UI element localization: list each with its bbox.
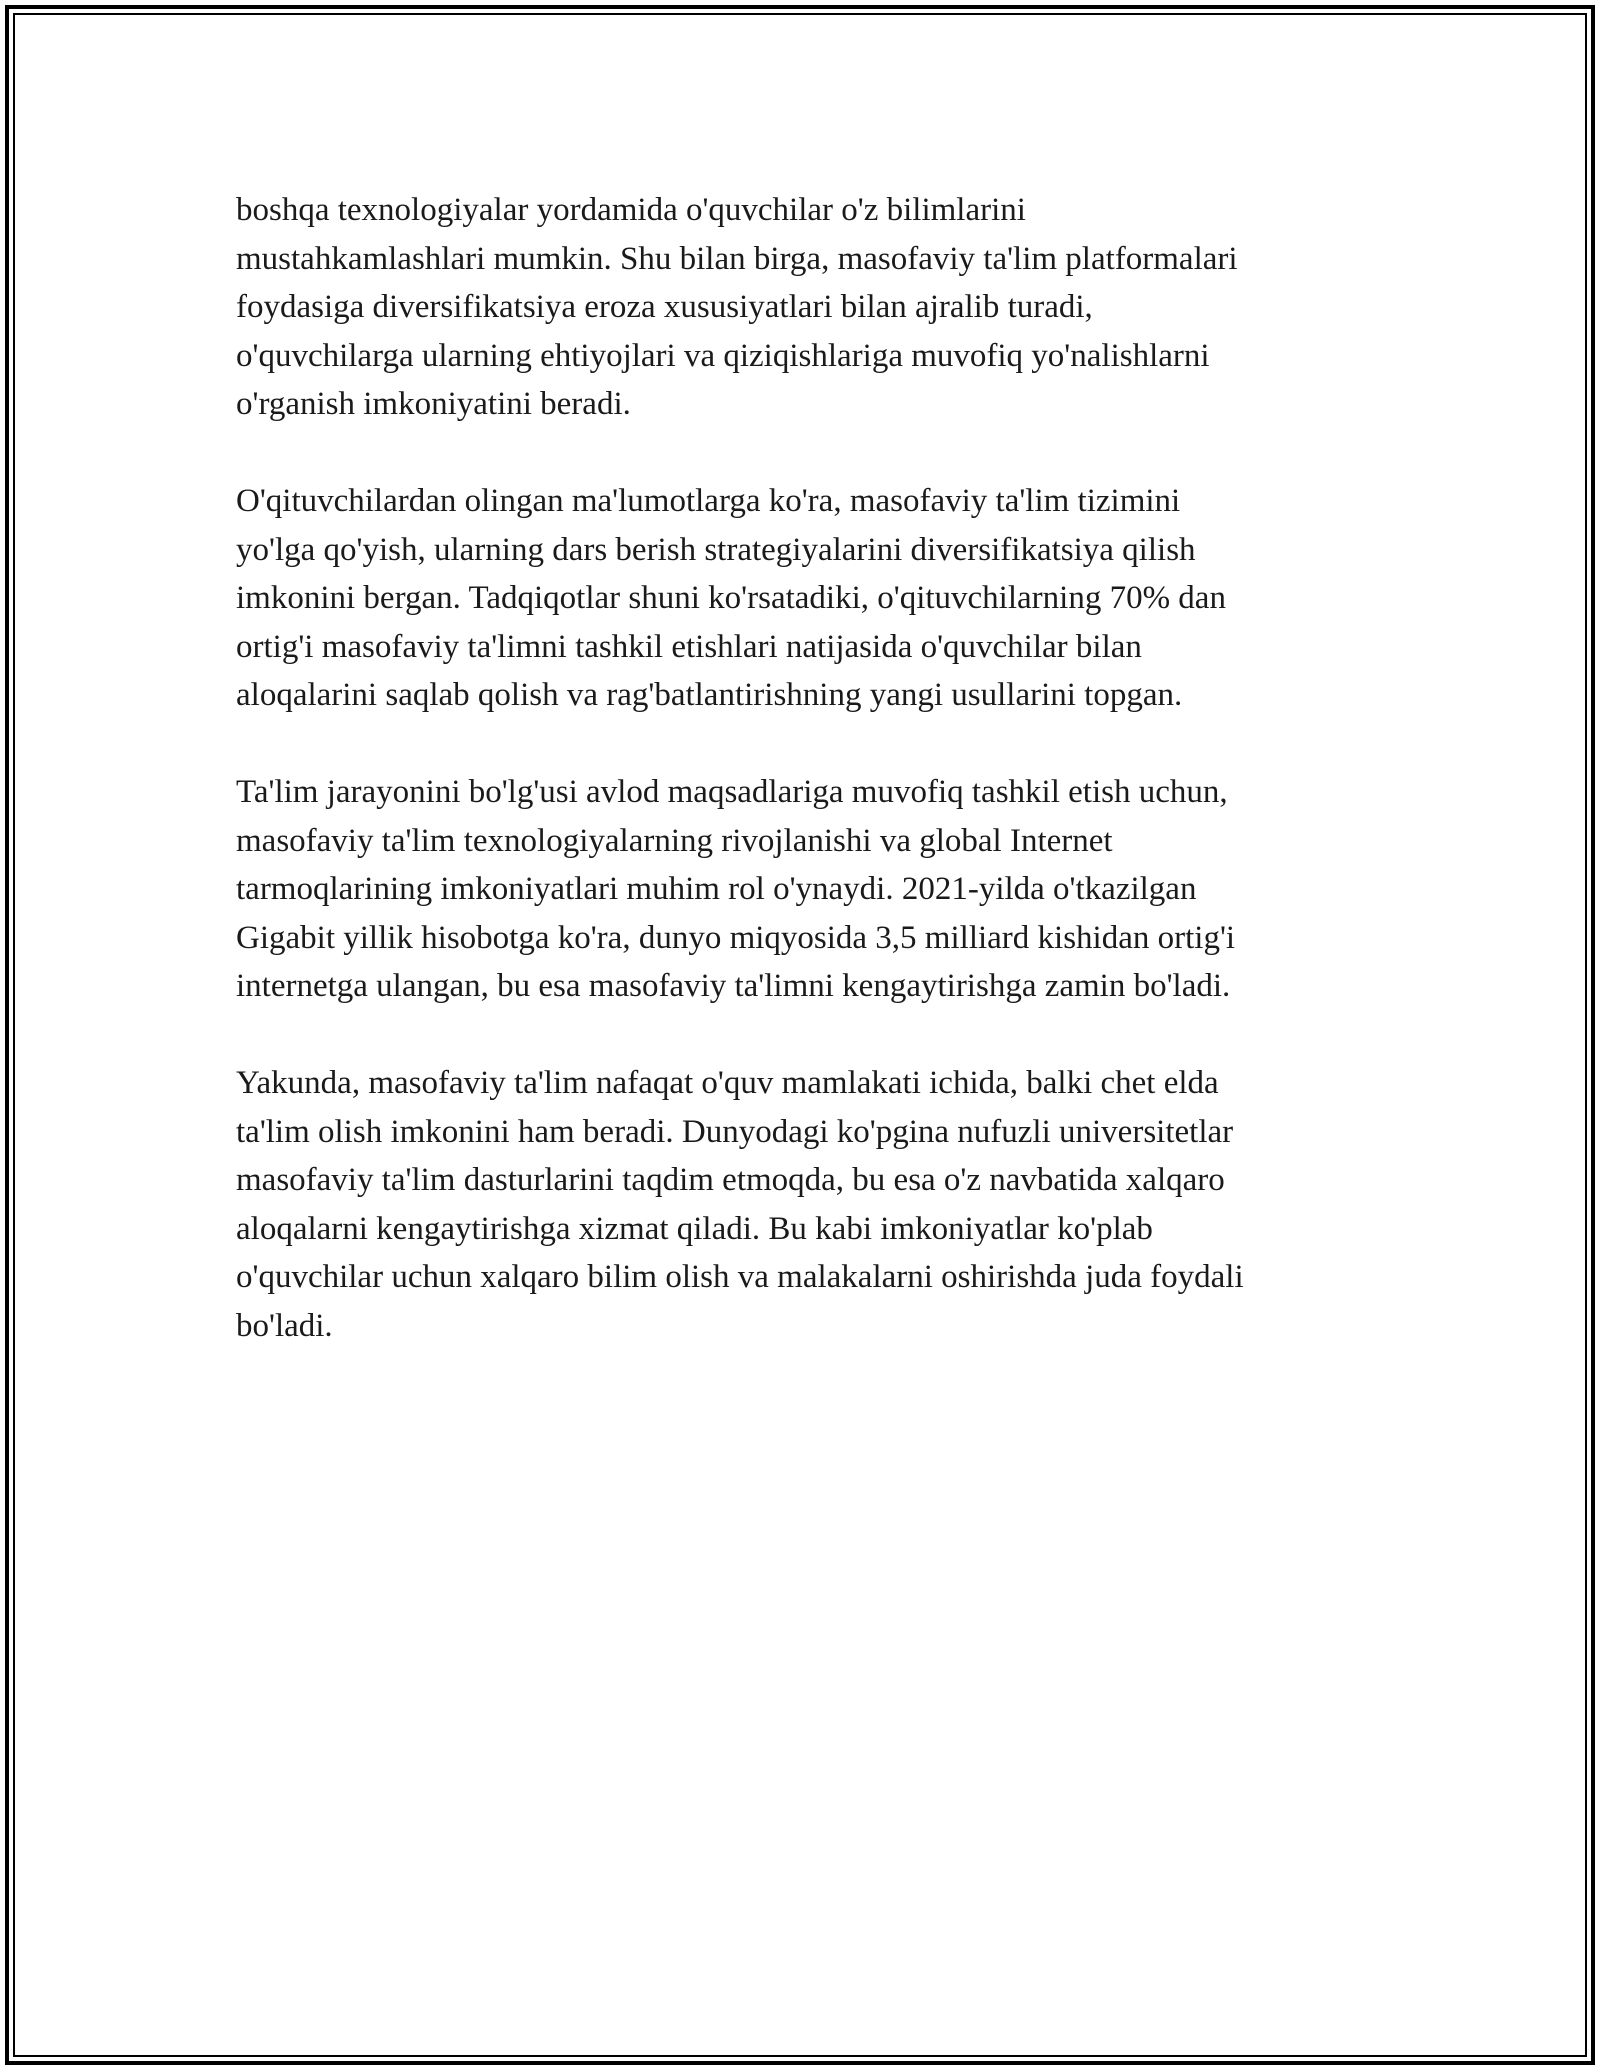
paragraph-1: boshqa texnologiyalar yordamida o'quvchilar o'z bilimlarini mustahkamlashlari mumkin. Shu bilan birga, masofaviy ta'lim platformalari foydasiga diversifikatsiya eroza xususiyatlari bilan ajralib turadi, o'quvchilarga ularning ehtiyojlari va qiziqishlariga muvofiq yo'nalishlarni o'rganish imkoniyatini beradi. (236, 192, 1238, 422)
paragraph-3: Ta'lim jarayonini bo'lg'usi avlod maqsadlariga muvofiq tashkil etish uchun, masofaviy ta'lim texnologiyalarning rivojlanishi va global Internet tarmoqlarining imkoniyatlari muhim rol o'ynaydi. 2021-yilda o'tkazilgan Gigabit yillik hisobotga ko'ra, dunyo miqyosida 3,5 milliard kishidan ortig'i internetga ulangan, bu esa masofaviy ta'limni kengaytirishga zamin bo'ladi. (236, 774, 1236, 1004)
paragraph-2: O'qituvchilardan olingan ma'lumotlarga ko'ra, masofaviy ta'lim tizimini yo'lga qo'yish, ularning dars berish strategiyalarini diversifikatsiya qilish imkonini bergan. Tadqiqotlar shuni ko'rsatadiki, o'qituvchilarning 70% dan ortig'i masofaviy ta'limni tashkil etishlari natijasida o'quvchilar bilan aloqalarini saqlab qolish va rag'batlantirishning yangi usullarini topgan. (236, 483, 1226, 713)
document-body (236, 186, 1376, 1399)
paragraph-4: Yakunda, masofaviy ta'lim nafaqat o'quv mamlakati ichida, balki chet elda ta'lim olish imkonini ham beradi. Dunyodagi ko'pgina nufuzli universitetlar masofaviy ta'lim dasturlarini taqdim etmoqda, bu esa o'z navbatida xalqaro aloqalarni kengaytirishga xizmat qiladi. Bu kabi imkoniyatlar ko'plab o'quvchilar uchun xalqaro bilim olish va malakalarni oshirishda juda foydali bo'ladi. (236, 1065, 1244, 1344)
